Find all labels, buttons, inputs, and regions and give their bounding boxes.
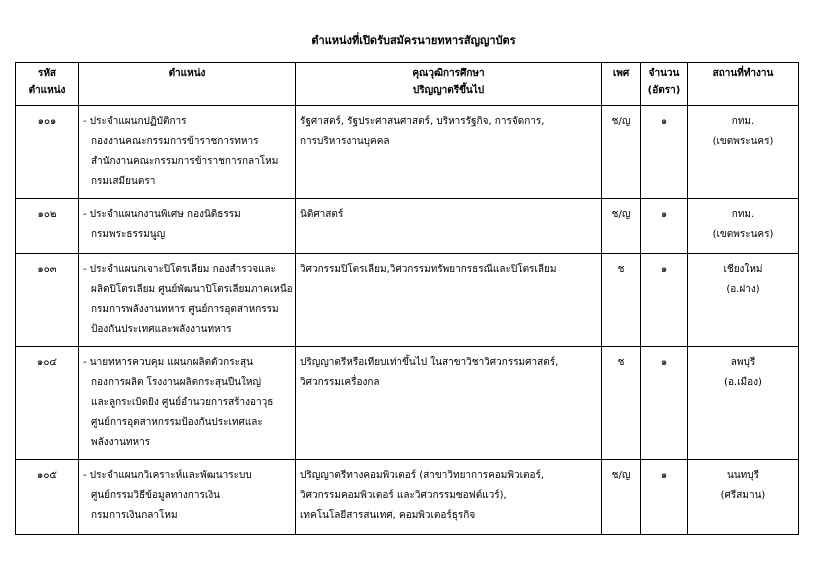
cell-gender: ช/ญ [602,106,641,199]
cell-position [79,199,296,254]
header-qualification-line: ปริญญาตรีขึ้นไป [412,85,485,96]
location-line: (เขตพระนคร) [712,229,774,240]
qualification-line: เทคโนโลยีสารสนเทศ, คอมพิวเตอร์ธุรกิจ [300,510,476,521]
position-line: - ประจำแผนกเจาะปิโตรเลียม กองสำรวจและ [83,264,277,275]
header-count-line: (อัตรา) [647,85,681,96]
cell-location [688,347,799,460]
header-count-line: จำนวน [648,68,680,79]
table-row [16,254,799,347]
qualification-line: นิติศาสตร์ [300,209,344,220]
location-line: นนทบุรี [727,470,759,481]
location-line: กทม. [731,116,755,127]
position-line: พลังงานทหาร [91,437,151,448]
qualification-line: การบริหารงานบุคคล [300,136,390,147]
header-position-line: ตำแหน่ง [168,68,206,79]
header-row [16,63,799,106]
cell-qualification [296,106,602,199]
qualification-line: วิศวกรรมเครื่องกล [300,377,380,388]
position-line: ศูนย์กรรมวิธีข้อมูลทางการเงิน [91,490,220,501]
position-line: กรมเสมียนตรา [91,176,156,187]
qualification-line: วิศวกรรมปิโตรเลียม,วิศวกรรมทรัพยากรธรณีและปิโตรเลียม [300,264,557,275]
position-line: ศูนย์การอุตสาหกรรมป้องกันประเทศและ [91,417,263,428]
document-title: ตำแหน่งที่เปิดรับสมัครนายทหารสัญญาบัตร [311,34,516,47]
cell-location [688,106,799,199]
qualification-line: ปริญญาตรีหรือเทียบเท่าขึ้นไป ในสาขาวิชาวิศวกรรมศาสตร์, [300,357,559,368]
position-line: - ประจำแผนกวิเคราะห์และพัฒนาระบบ [83,470,252,481]
cell-code: ๑๐๒ [16,199,79,254]
cell-gender: ช/ญ [602,199,641,254]
cell-count: ๑ [641,106,688,199]
qualification-line: รัฐศาสตร์, รัฐประศาสนศาสตร์, บริหารรัฐกิจ, การจัดการ, [300,116,545,127]
cell-gender: ช [602,254,641,347]
location-line: (อ.ฝาง) [726,284,760,295]
header-qualification [296,63,602,106]
cell-position [79,460,296,535]
header-position [79,63,296,106]
header-code-line: รหัส [37,68,57,79]
position-line: ผลิตปิโตรเลียม ศูนย์พัฒนาปิโตรเลียมภาคเหนือ [91,284,293,295]
cell-qualification [296,460,602,535]
cell-code: ๑๐๑ [16,106,79,199]
position-line: กรมการพลังงานทหาร ศูนย์การอุตสาหกรรม [91,304,279,315]
position-line: สำนักงานคณะกรรมการข้าราชการกลาโหม [91,156,279,167]
cell-count: ๑ [641,254,688,347]
header-code [16,63,79,106]
positions-table [15,62,799,535]
cell-code: ๑๐๓ [16,254,79,347]
header-code-line: ตำแหน่ง [28,85,66,96]
table-body [16,106,799,535]
position-line: กองงานคณะกรรมการข้าราชการทหาร [91,136,259,147]
cell-location [688,254,799,347]
cell-count: ๑ [641,347,688,460]
position-line: - ประจำแผนกปฏิบัติการ [83,116,187,127]
cell-location [688,199,799,254]
cell-gender: ช [602,347,641,460]
cell-qualification [296,347,602,460]
qualification-line: วิศวกรรมคอมพิวเตอร์ และวิศวกรรมซอฟต์แวร์), [300,490,507,501]
location-line: เชียงใหม่ [723,264,763,275]
table-row [16,199,799,254]
header-gender-line: เพศ [612,68,630,79]
cell-qualification [296,199,602,254]
cell-qualification [296,254,602,347]
cell-gender: ช/ญ [602,460,641,535]
qualification-line: ปริญญาตรีทางคอมพิวเตอร์ (สาขาวิทยาการคอมพิวเตอร์, [300,470,545,481]
header-qualification-line: คุณวุฒิการศึกษา [412,68,485,79]
table-row [16,106,799,199]
cell-position [79,347,296,460]
position-line: - ประจำแผนกงานพิเศษ กองนิติธรรม [83,209,241,220]
cell-code: ๑๐๔ [16,347,79,460]
location-line: (ศรีสมาน) [720,490,766,501]
table-row [16,347,799,460]
table-row [16,460,799,535]
position-line: - นายทหารควบคุม แผนกผลิตตัวกระสุน [83,357,253,368]
header-gender [602,63,641,106]
cell-code: ๑๐๕ [16,460,79,535]
table-header [16,63,799,106]
cell-count: ๑ [641,460,688,535]
position-line: กรมการเงินกลาโหม [91,510,178,521]
position-line: และลูกระเบิดยิง ศูนย์อำนวยการสร้างอาวุธ [91,397,274,408]
header-location [688,63,799,106]
header-location-line: สถานที่ทำงาน [712,68,774,79]
position-line: กองการผลิต โรงงานผลิตกระสุนปืนใหญ่ [91,377,261,388]
location-line: ลพบุรี [730,357,756,368]
header-count [641,63,688,106]
cell-location [688,460,799,535]
cell-position [79,106,296,199]
position-line: กรมพระธรรมนูญ [91,229,166,240]
location-line: (อ.เมือง) [724,377,762,388]
location-line: กทม. [731,209,755,220]
location-line: (เขตพระนคร) [712,136,774,147]
cell-position [79,254,296,347]
position-line: ป้องกันประเทศและพลังงานทหาร [91,324,232,335]
cell-count: ๑ [641,199,688,254]
